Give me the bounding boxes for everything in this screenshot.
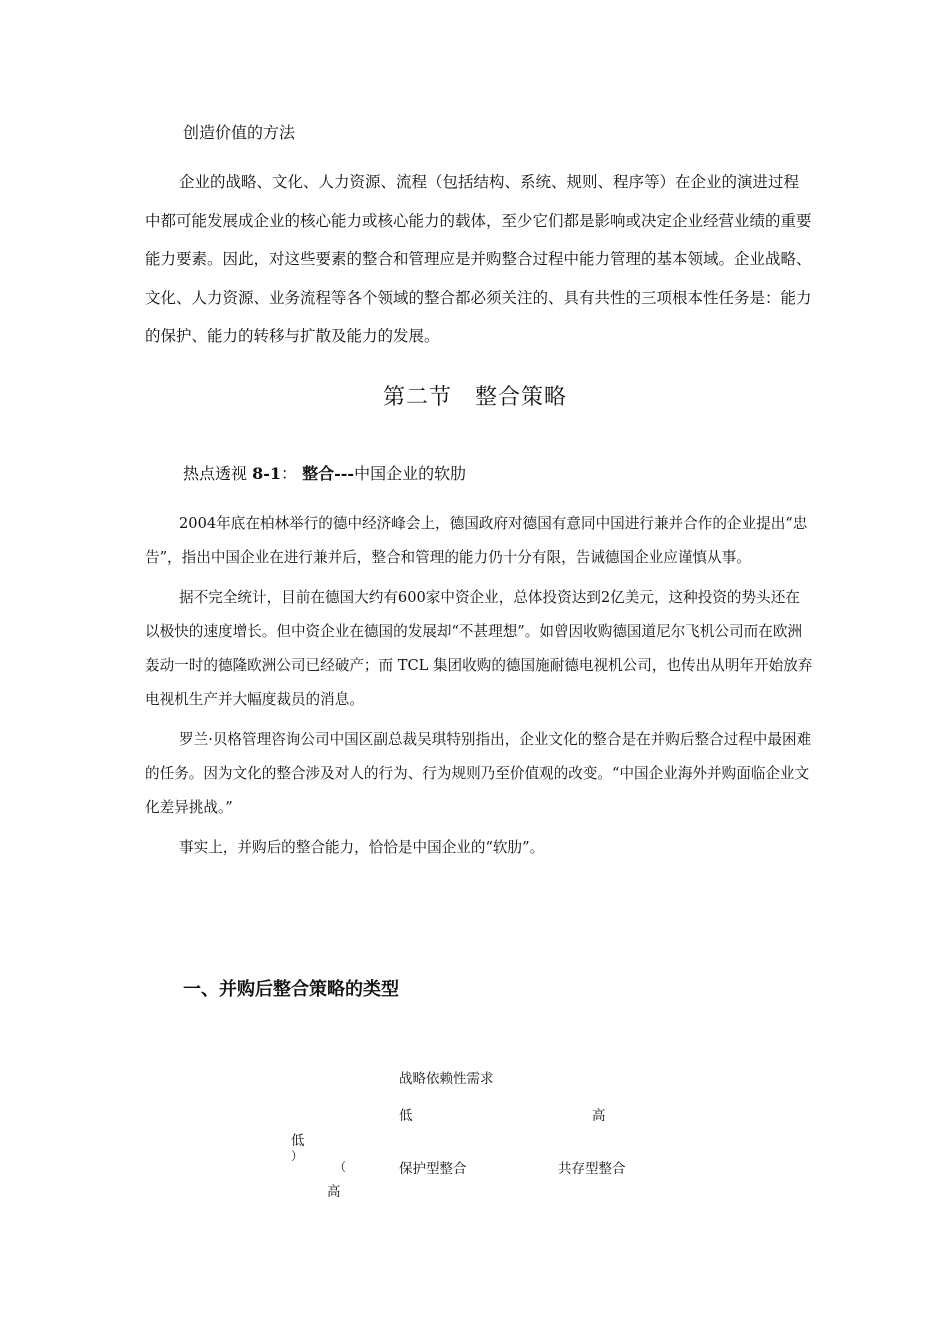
heading-method: 创造价值的方法 bbox=[183, 123, 296, 142]
matrix-row-low: 低 bbox=[291, 1133, 305, 1149]
section-title: 第二节 整合策略 bbox=[382, 385, 567, 410]
hot-topic-title-bold: 整合--- bbox=[302, 464, 355, 483]
hot-topic-title-rest: 中国企业的软肋 bbox=[354, 464, 467, 483]
paragraph-capabilities: 企业的战略、文化、人力资源、流程（包括结构、系统、规则、程序等）在企业的演进过程中都可能发展成企业的核心能力或核心能力的载体，至少它们都是影响或决定企业经营业绩的重要能力要素。因此，对这些要素的整合和管理应是并购整合过程中能力管理的基本领域。企业战略、文化、人力资源、业务流程等各个领域的整合都必须关注的、具有共性的三项根本性任务是：能力的保护、能力的转移与扩散及能力的发展。 bbox=[145, 173, 812, 345]
case-study bbox=[145, 507, 813, 865]
matrix-row-high: 高 bbox=[327, 1184, 341, 1200]
case-paragraph: 2004年底在柏林举行的德中经济峰会上，德国政府对德国有意同中国进行兼并合作的企业提出“忠告”，指出中国企业在进行兼并后，整合和管理的能力仍十分有限，告诫德国企业应谨慎从事。 bbox=[145, 515, 808, 566]
case-paragraph: 据不完全统计，目前在德国大约有600家中资企业，总体投资达到2亿美元，这种投资的势头还在以极快的速度增长。但中资企业在德国的发展却“不甚理想”。如曾因收购德国道尼尔飞机公司而在欧洲轰动一时的德隆欧洲公司已经破产；而 TCL 集团收购的德国施耐德电视机公司，也传出从明年开始放弃电视机生产并大幅度裁员的消息。 bbox=[145, 589, 813, 708]
heading-integration-types: 一、并购后整合策略的类型 bbox=[183, 979, 399, 1000]
matrix-cell-protect: 保护型整合 bbox=[399, 1161, 467, 1177]
hot-topic-colon: ： bbox=[281, 464, 298, 483]
matrix-col-low: 低 bbox=[399, 1108, 413, 1124]
case-paragraph: 事实上，并购后的整合能力，恰恰是中国企业的“软肋”。 bbox=[179, 839, 545, 856]
hot-topic-label: 热点透视 bbox=[183, 464, 248, 483]
matrix-paren-close: ） bbox=[291, 1149, 304, 1163]
hot-topic-heading bbox=[183, 461, 466, 484]
matrix-cell-coexist: 共存型整合 bbox=[558, 1161, 626, 1177]
hot-topic-number: 8-1 bbox=[252, 464, 282, 483]
matrix-title: 战略依赖性需求 bbox=[399, 1071, 494, 1087]
matrix-paren-open: （ bbox=[334, 1160, 347, 1174]
case-paragraph: 罗兰·贝格管理咨询公司中国区副总裁吴琪特别指出，企业文化的整合是在并购后整合过程中最困难的任务。因为文化的整合涉及对人的行为、行为规则乃至价值观的改变。“中国企业海外并购面临企业文化差异挑战。” bbox=[145, 731, 812, 816]
matrix-col-high: 高 bbox=[592, 1108, 606, 1124]
